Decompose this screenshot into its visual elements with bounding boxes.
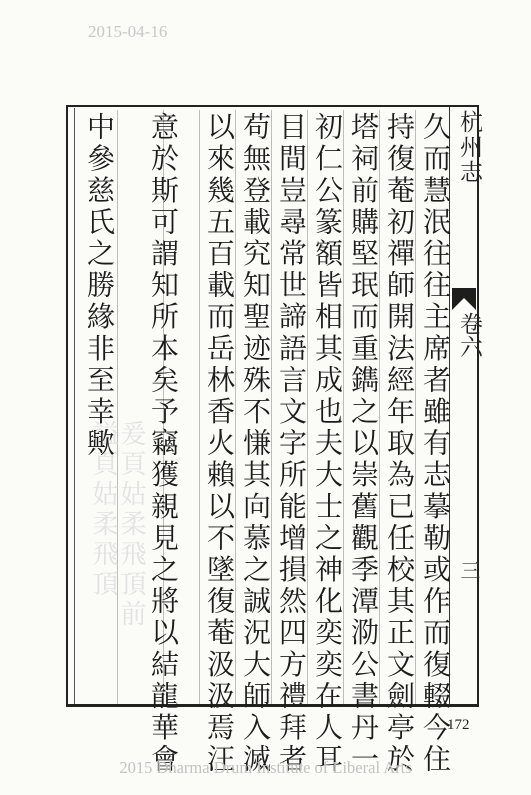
text-column: 以來幾五百載而岳林香火賴以不墜復菴汲汲焉汪 (203, 112, 236, 776)
text-column: 苟無登載究知聖迹殊不慊其向慕之誠況大師入滅 (239, 112, 272, 776)
volume-label: 卷六 (456, 312, 482, 358)
bleed-through-column: 謚頁姑柔飛頂 (88, 420, 118, 600)
date-watermark: 2015-04-16 (88, 22, 168, 41)
leaf-number: 三 (457, 560, 481, 580)
text-column: 持復菴初禪師開法經年取為已任校其正文劍亭於 (383, 112, 416, 776)
text-column: 中參慈氏之勝緣非至幸歟 (83, 112, 116, 460)
frame-inner-line (74, 108, 75, 704)
text-column: 久而慧泯往往主席者雖有志摹勒或作而復輟今住 (419, 112, 452, 776)
text-column: 目間豈尋常世諦語言文字所能增損然四方禮拜者 (275, 112, 308, 776)
title-strip (449, 107, 479, 705)
fishtail-mark-icon (451, 286, 477, 312)
bleed-through-column: 爰頁姑柔飛頂前 (116, 420, 146, 630)
text-column: 意於斯可謂知所本矣予竊獲親見之將以結龍華會 (147, 112, 180, 776)
credit-watermark: 2015 Dharma Drum Institute of Liberal Arts (119, 758, 412, 777)
text-column: 初仁公篆額皆相其成也夫大士之神化奕奕在人耳 (311, 112, 344, 776)
text-column: 塔祠前購堅珉而重鐫之以崇舊觀季潭泐公書丹一 (347, 112, 380, 776)
book-title: 杭州志 (456, 110, 482, 185)
page-number: 172 (447, 717, 470, 733)
column-rule (199, 110, 200, 704)
